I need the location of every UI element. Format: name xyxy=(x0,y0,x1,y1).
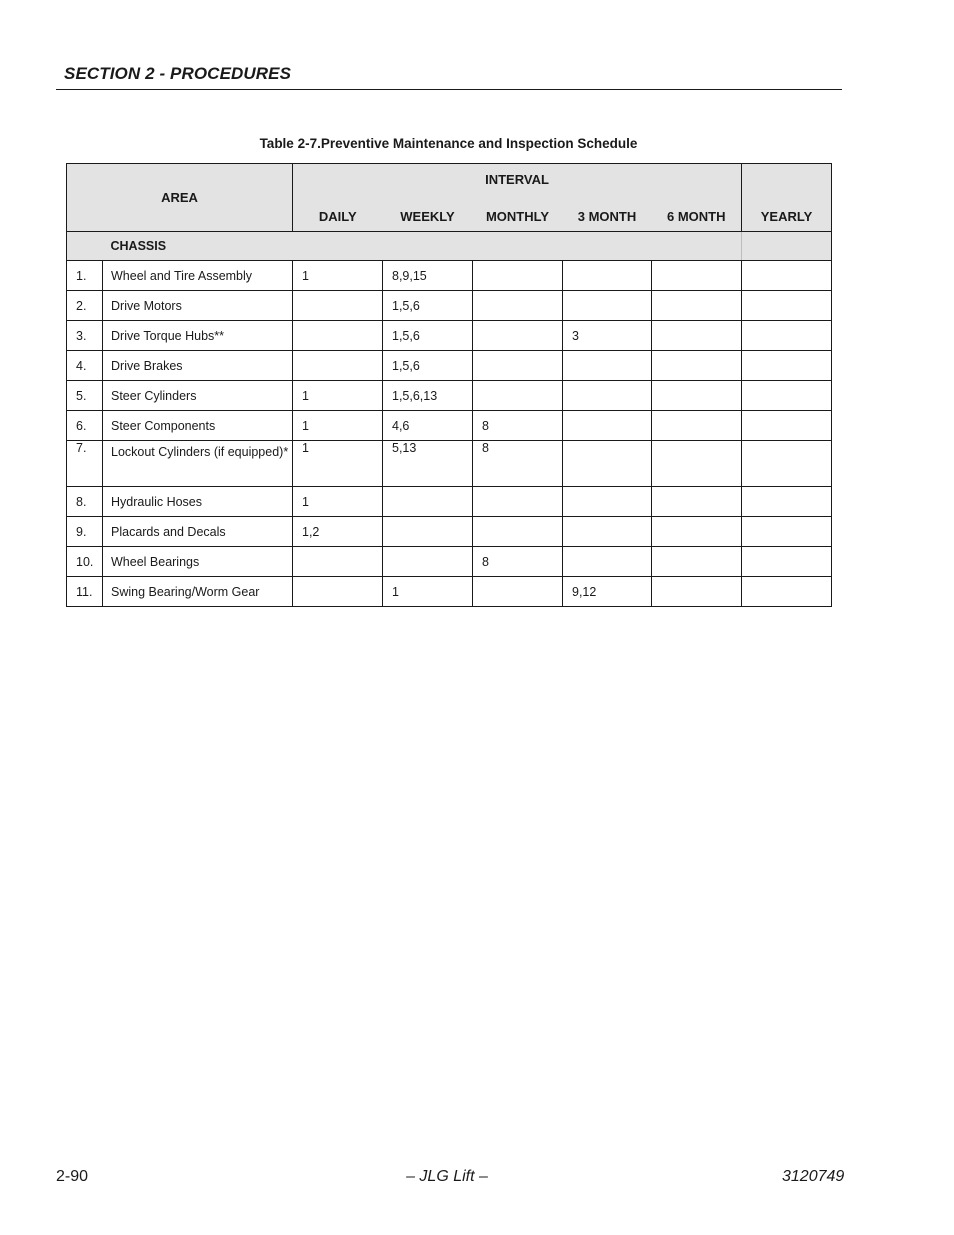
cell-yearly xyxy=(742,381,832,411)
row-number: 1. xyxy=(67,261,103,291)
cell-weekly: 1,5,6 xyxy=(383,321,473,351)
group-label: CHASSIS xyxy=(103,232,293,261)
section-title: SECTION 2 - PROCEDURES xyxy=(64,64,292,83)
cell-daily: 1 xyxy=(293,261,383,291)
cell-3month xyxy=(563,291,652,321)
cell-6month xyxy=(652,487,742,517)
row-area: Swing Bearing/Worm Gear xyxy=(103,577,293,607)
table-row xyxy=(67,261,832,291)
row-number: 3. xyxy=(67,321,103,351)
table-row xyxy=(67,577,832,607)
row-number: 9. xyxy=(67,517,103,547)
cell-3month: 3 xyxy=(563,321,652,351)
cell-yearly xyxy=(742,547,832,577)
table-row xyxy=(67,321,832,351)
cell-6month xyxy=(652,441,742,487)
cell-monthly xyxy=(473,261,563,291)
header-yearly: YEARLY xyxy=(742,164,832,232)
row-area: Drive Motors xyxy=(103,291,293,321)
cell-6month xyxy=(652,547,742,577)
cell-6month xyxy=(652,351,742,381)
table-row xyxy=(67,411,832,441)
cell-daily: 1 xyxy=(293,441,383,487)
cell-monthly: 8 xyxy=(473,547,563,577)
row-area: Drive Torque Hubs** xyxy=(103,321,293,351)
row-area: Hydraulic Hoses xyxy=(103,487,293,517)
table-row xyxy=(67,291,832,321)
cell-yearly xyxy=(742,487,832,517)
header-weekly: WEEKLY xyxy=(383,198,473,232)
cell-monthly xyxy=(473,321,563,351)
document-number: 3120749 xyxy=(782,1168,845,1185)
row-area: Placards and Decals xyxy=(103,517,293,547)
cell-weekly: 1,5,6 xyxy=(383,291,473,321)
cell-3month xyxy=(563,441,652,487)
cell-yearly xyxy=(742,411,832,441)
cell-yearly xyxy=(742,291,832,321)
cell-monthly: 8 xyxy=(473,441,563,487)
cell-yearly xyxy=(742,517,832,547)
cell-yearly xyxy=(742,577,832,607)
cell-weekly: 8,9,15 xyxy=(383,261,473,291)
cell-weekly xyxy=(383,487,473,517)
cell-6month xyxy=(652,411,742,441)
table-row xyxy=(67,351,832,381)
row-number: 7. xyxy=(67,441,103,487)
cell-6month xyxy=(652,321,742,351)
cell-daily xyxy=(293,321,383,351)
cell-monthly xyxy=(473,351,563,381)
row-area: Wheel and Tire Assembly xyxy=(103,261,293,291)
header-divider xyxy=(56,89,842,90)
cell-daily: 1 xyxy=(293,411,383,441)
row-number: 10. xyxy=(67,547,103,577)
table-row xyxy=(67,517,832,547)
row-number: 5. xyxy=(67,381,103,411)
header-monthly: MONTHLY xyxy=(473,198,563,232)
row-area: Steer Cylinders xyxy=(103,381,293,411)
cell-weekly xyxy=(383,547,473,577)
header-6month: 6 MONTH xyxy=(652,198,742,232)
header-area: AREA xyxy=(67,164,293,232)
header-daily: DAILY xyxy=(293,198,383,232)
row-number: 6. xyxy=(67,411,103,441)
footer-publisher-text: – JLG Lift – xyxy=(406,1168,488,1185)
table-row xyxy=(67,487,832,517)
row-area: Lockout Cylinders (if equipped)* xyxy=(103,441,293,487)
cell-yearly xyxy=(742,441,832,487)
cell-daily xyxy=(293,291,383,321)
cell-weekly: 1 xyxy=(383,577,473,607)
cell-6month xyxy=(652,261,742,291)
cell-daily: 1 xyxy=(293,381,383,411)
row-number: 4. xyxy=(67,351,103,381)
cell-daily: 1,2 xyxy=(293,517,383,547)
cell-weekly: 5,13 xyxy=(383,441,473,487)
cell-daily xyxy=(293,547,383,577)
cell-monthly xyxy=(473,577,563,607)
table-row xyxy=(67,547,832,577)
cell-3month xyxy=(563,261,652,291)
table-row xyxy=(67,381,832,411)
cell-yearly xyxy=(742,321,832,351)
cell-3month xyxy=(563,517,652,547)
cell-3month xyxy=(563,487,652,517)
page-number: 2-90 xyxy=(56,1168,89,1185)
group-spacer xyxy=(67,232,103,261)
cell-daily xyxy=(293,351,383,381)
row-area: Steer Components xyxy=(103,411,293,441)
cell-6month xyxy=(652,517,742,547)
cell-3month xyxy=(563,411,652,441)
group-row-chassis xyxy=(67,232,832,261)
cell-yearly xyxy=(742,261,832,291)
table-caption: Table 2-7.Preventive Maintenance and Inspection Schedule xyxy=(259,136,638,151)
cell-weekly: 4,6 xyxy=(383,411,473,441)
row-number: 2. xyxy=(67,291,103,321)
cell-monthly xyxy=(473,487,563,517)
header-interval: INTERVAL xyxy=(293,164,742,199)
cell-weekly xyxy=(383,517,473,547)
cell-yearly xyxy=(742,351,832,381)
group-fill-end xyxy=(742,232,832,261)
cell-6month xyxy=(652,577,742,607)
row-number: 11. xyxy=(67,577,103,607)
cell-3month xyxy=(563,351,652,381)
header-3month: 3 MONTH xyxy=(563,198,652,232)
cell-3month xyxy=(563,381,652,411)
cell-daily xyxy=(293,577,383,607)
table-row xyxy=(67,441,832,487)
row-area: Drive Brakes xyxy=(103,351,293,381)
cell-monthly: 8 xyxy=(473,411,563,441)
cell-6month xyxy=(652,381,742,411)
maintenance-schedule-table xyxy=(66,163,832,607)
cell-weekly: 1,5,6,13 xyxy=(383,381,473,411)
row-area: Wheel Bearings xyxy=(103,547,293,577)
cell-monthly xyxy=(473,291,563,321)
cell-3month: 9,12 xyxy=(563,577,652,607)
cell-monthly xyxy=(473,517,563,547)
cell-daily: 1 xyxy=(293,487,383,517)
cell-monthly xyxy=(473,381,563,411)
cell-weekly: 1,5,6 xyxy=(383,351,473,381)
cell-6month xyxy=(652,291,742,321)
group-fill xyxy=(293,232,742,261)
cell-3month xyxy=(563,547,652,577)
row-number: 8. xyxy=(67,487,103,517)
